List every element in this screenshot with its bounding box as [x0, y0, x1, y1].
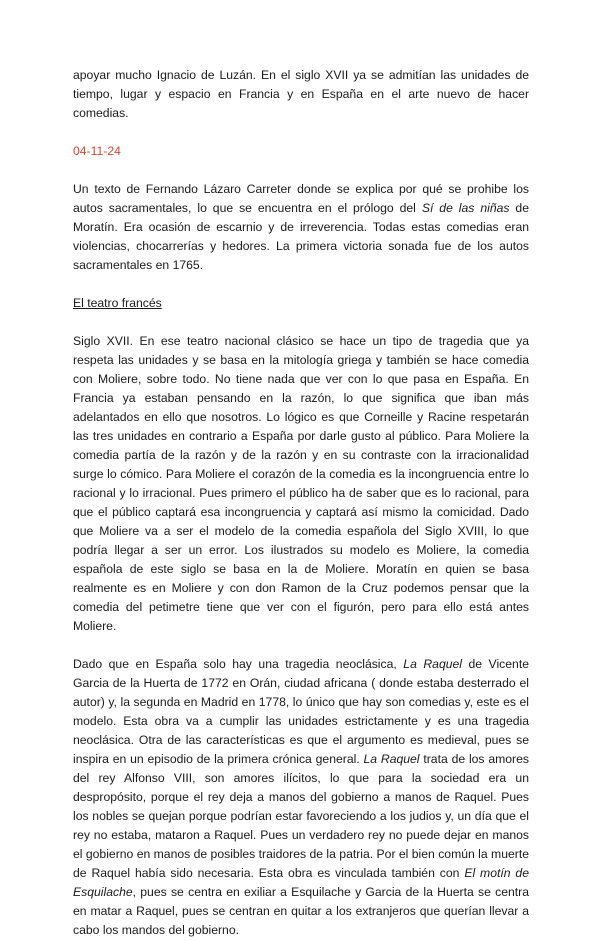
section-heading: El teatro francés	[73, 296, 162, 310]
italic-title: Sí de las niñas	[421, 201, 510, 215]
paragraph-spacer	[73, 123, 529, 142]
paragraph-spacer	[73, 161, 529, 180]
date-label: 04-11-24	[73, 144, 121, 158]
text-run: trata de los amores del rey Alfonso VIII, son amores ilícitos, lo que para la sociedad era un despropósito, porque el rey deja a manos del gobierno a manos de Raquel. Pues los nobles se quejan porque podrían estar favoreciendo a los judios y, un día que el rey no estaba, mataron a Raquel. Pues un verdadero rey no puede dejar en manos el gobierno en manos de posibles traidores de la patria. Por el bien común la muerte de Raquel había sido necesaria. Esta obra es vinculada también con	[73, 752, 529, 880]
paragraph-la-raquel	[73, 655, 529, 940]
text-run: , pues se centra en exiliar a Esquilache y Garcia de la Huerta se centra en matar a Raquel, pues se centran en quitar a los extranjeros que querían llevar a cabo los mandos del gobierno.	[73, 885, 529, 937]
text-run: Dado que en España solo hay una tragedia neoclásica,	[73, 657, 404, 671]
italic-title: La Raquel	[403, 657, 462, 671]
text-run: de Vicente Garcia de la Huerta de 1772 en Orán, ciudad africana ( donde estaba desterrado el autor) y, la segunda en Madrid en 1778, lo único que hay son comedias y, este es el modelo. Esta obra va a cumplir las unidades estrictamente y es una tragedia neoclásica. Otra de las características es que el argumento es medieval, pues se inspira en un episodio de la primera crónica general.	[73, 657, 529, 766]
paragraph-continuation: apoyar mucho Ignacio de Luzán. En el siglo XVII ya se admitían las unidades de tiempo, lugar y espacio en Francia y en España en el arte nuevo de hacer comedias.	[73, 68, 529, 120]
paragraph-spacer	[73, 313, 529, 332]
document-page	[73, 66, 529, 940]
paragraph-teatro-frances: Siglo XVII. En ese teatro nacional clásico se hace un tipo de tragedia que ya respeta las unidades y se basa en la mitología griega y también se hace comedia con Moliere, sobre todo. No tiene nada que ver con lo que pasa en España. En Francia ya estaban pensando en la razón, lo que significa que iban más adelantados en ello que nosotros. Lo lógico es que Corneille y Racine respetarán las tres unidades en contrario a España por darle gusto al público. Para Moliere la comedia partía de la razón y de la razón y en su contraste con la irracionalidad surge lo cómico. Para Moliere el corazón de la comedia es la incongruencia entre lo racional y lo irracional. Pues primero el público ha de saber que es lo racional, para que el público captará esa incongruencia y captará así mismo la comicidad. Dado que Moliere va a ser el modelo de la comedia española del Siglo XVIII, lo que podría llegar a ser un error. Los ilustrados su modelo es Moliere, la comedia española de este siglo se basa en la de Moliere. Moratín en quien se basa realmente es en Moliere y con don Ramon de la Cruz podemos pensar que la comedia del petimetre tiene que ver con el figurón, pero para ello está antes Moliere.	[73, 334, 529, 633]
italic-title: La Raquel	[363, 752, 420, 766]
paragraph-spacer	[73, 636, 529, 655]
text-run: de Moratín. Era ocasión de escarnio y de irreverencia. Todas estas comedias eran violencias, chocarrerías y hedores. La primera victoria sonada fue de los autos sacramentales en 1765.	[73, 201, 529, 272]
paragraph-lazaro-carreter	[73, 180, 529, 275]
italic-title: El motín de Esquilache	[73, 866, 529, 899]
paragraph-spacer	[73, 275, 529, 294]
text-run: Un texto de Fernando Lázaro Carreter donde se explica por qué se prohibe los autos sacramentales, lo que se encuentra en el prólogo del	[73, 182, 529, 215]
